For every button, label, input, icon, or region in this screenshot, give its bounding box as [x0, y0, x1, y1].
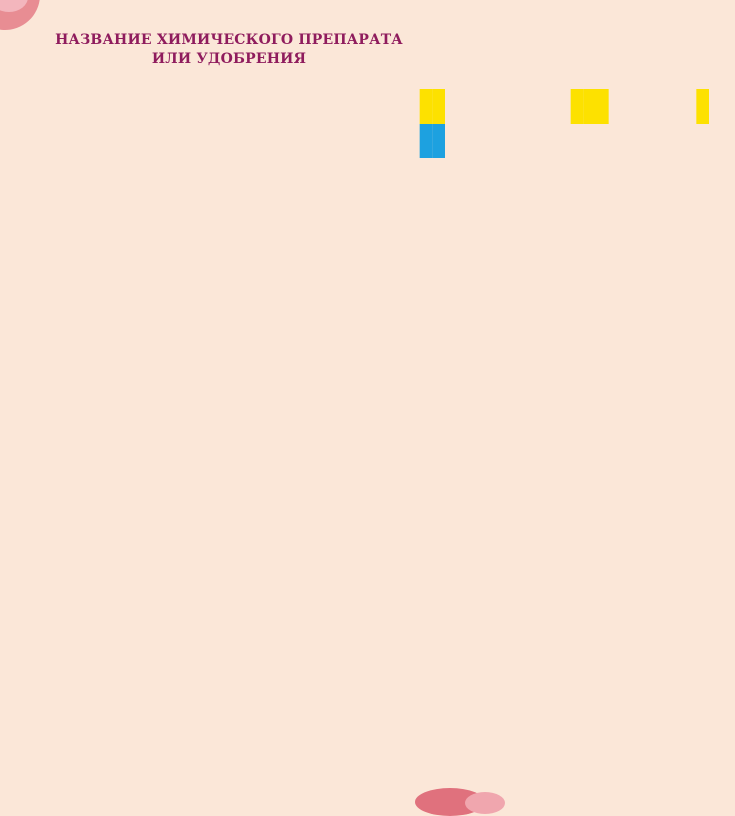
schedule-cell	[583, 89, 596, 124]
schedule-cell	[696, 89, 709, 124]
table-background	[50, 10, 709, 779]
schedule-cell	[571, 89, 584, 124]
title-line-1: НАЗВАНИЕ ХИМИЧЕСКОГО ПРЕПАРАТА	[55, 32, 403, 48]
title-line-2: ИЛИ УДОБРЕНИЯ	[151, 51, 307, 67]
schedule-cell	[420, 124, 433, 158]
table-title	[52, 12, 406, 88]
schedule-cell	[596, 89, 609, 124]
schedule-cell	[420, 89, 433, 124]
schedule-cell	[432, 124, 445, 158]
schedule-cell	[432, 89, 445, 124]
